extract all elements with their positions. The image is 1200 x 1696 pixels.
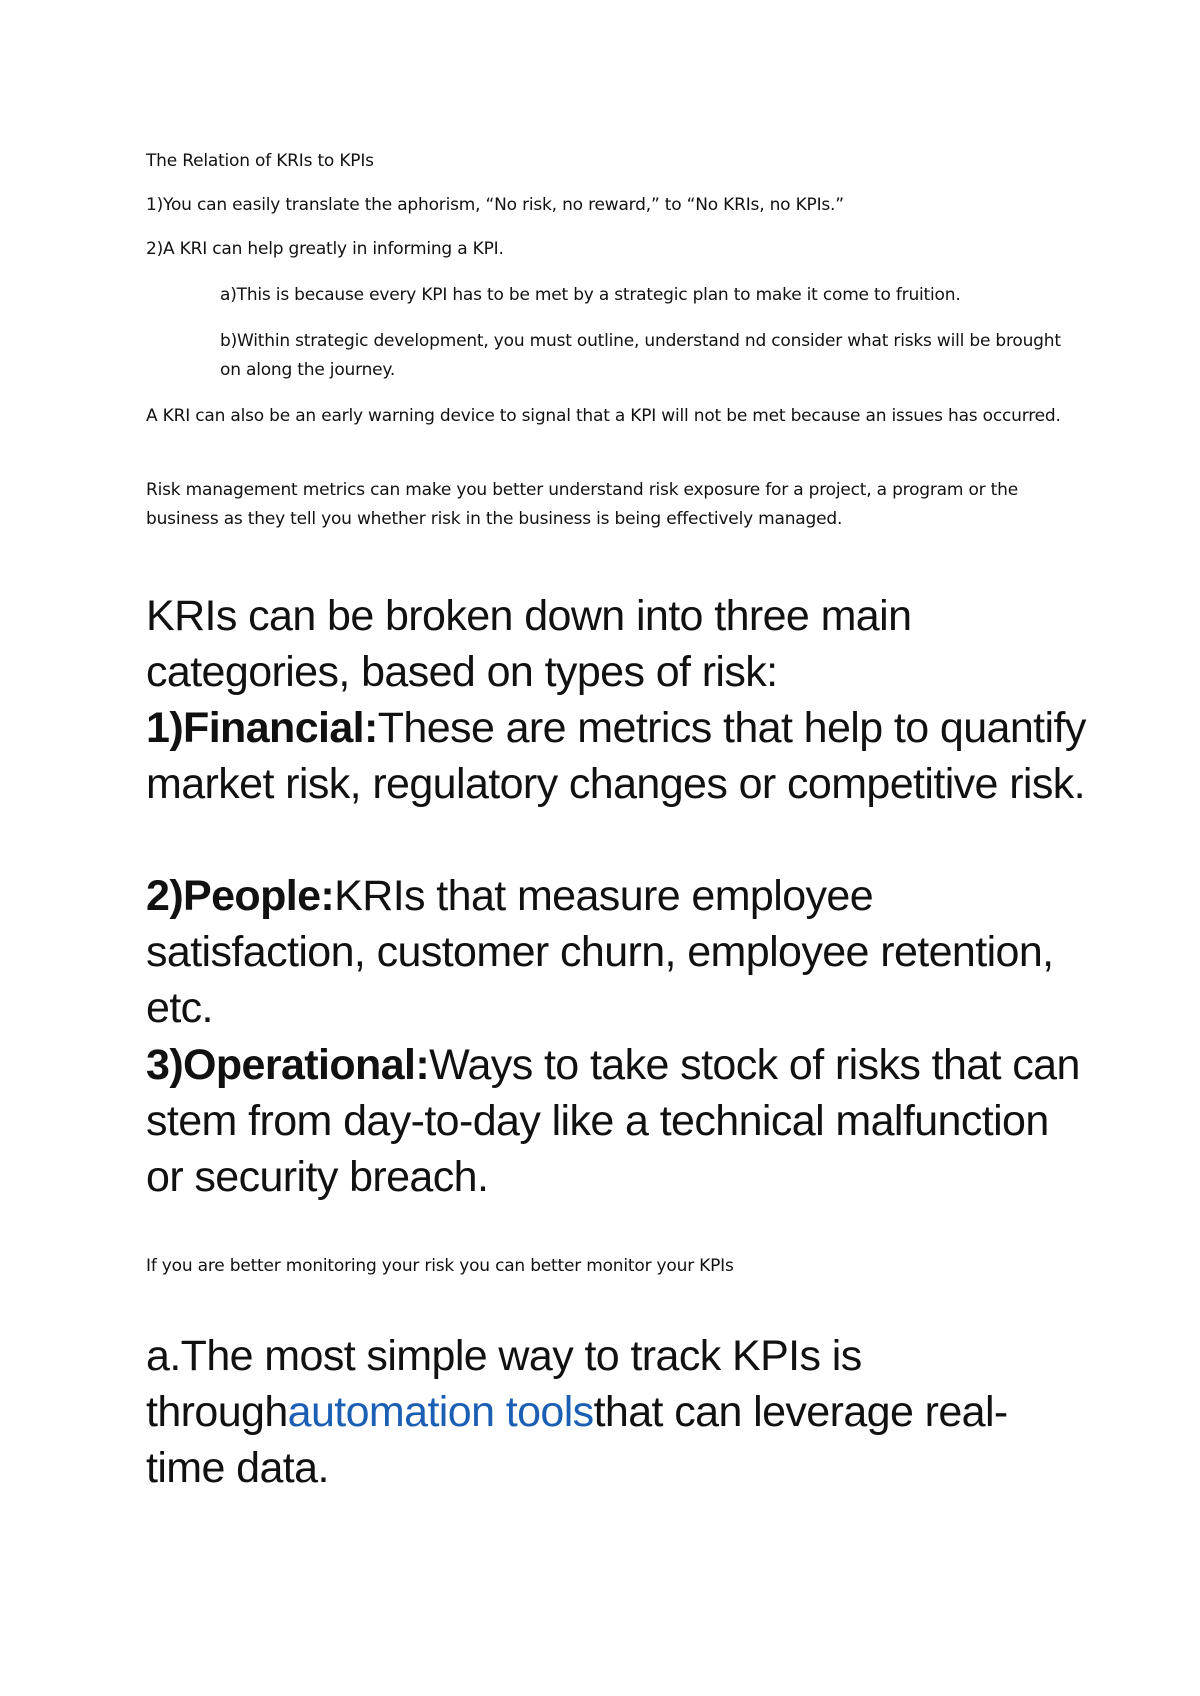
category-operational [146,1037,1086,1205]
final-statement-pre: a.The most simple way to track KPIs is through [146,1332,862,1436]
early-warning-paragraph: A KRI can also be an early warning device to signal that a KPI will not be met because an issues has occurred. [146,406,1061,426]
category-people-label: 2)People: [146,872,335,920]
point-1: 1)You can easily translate the aphorism, “No risk, no reward,” to “No KRIs, no KPIs.” [146,195,844,215]
risk-metrics-paragraph: Risk management metrics can make you better understand risk exposure for a project, a program or the business as they tell you whether risk in the business is being effectively managed. [146,480,1018,529]
monitor-line: If you are better monitoring your risk you can better monitor your KPIs [146,1256,734,1276]
category-financial [146,700,1086,812]
category-financial-text: These are metrics that help to quantify market risk, regulatory changes or competitive risk. [146,704,1086,808]
point-2b: b)Within strategic development, you must outline, understand nd consider what risks will be brought on along the journey. [220,331,1061,380]
automation-tools-link[interactable]: automation tools [287,1388,594,1436]
categories-intro: KRIs can be broken down into three main categories, based on types of risk: [146,592,912,696]
point-2a: a)This is because every KPI has to be met by a strategic plan to make it come to fruition. [220,285,961,305]
category-people-text: KRIs that measure employee satisfaction, customer churn, employee retention, etc. [146,872,1054,1032]
category-operational-label: 3)Operational: [146,1041,430,1089]
final-statement [146,1328,1086,1496]
category-financial-label: 1)Financial: [146,704,378,752]
category-operational-text: Ways to take stock of risks that can stem from day-to-day like a technical malfunction or security breach. [146,1041,1080,1201]
doc-heading: The Relation of KRIs to KPIs [146,151,374,171]
category-people [146,868,1086,1036]
final-statement-post: that can leverage real-time data. [146,1388,1008,1492]
point-2: 2)A KRI can help greatly in informing a KPI. [146,239,504,259]
